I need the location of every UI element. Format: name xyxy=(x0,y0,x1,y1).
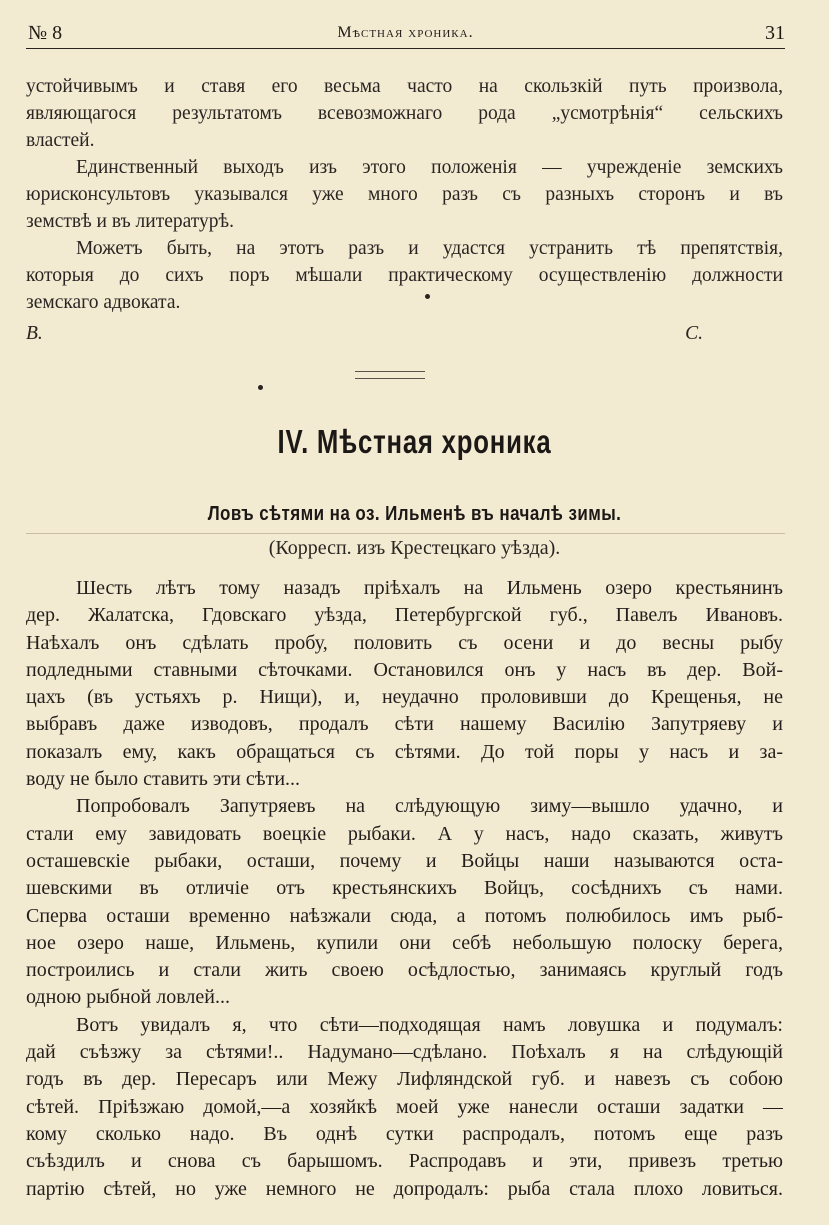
section-divider xyxy=(355,371,425,379)
text-line: цахъ (въ устьяхъ р. Нищи), и, неудачно проловивши до Крещенья, не xyxy=(26,686,783,709)
text-line: юрисконсультовъ указывался уже много разъ съ разныхъ сторонъ и въ xyxy=(26,184,783,205)
text-line: Сперва осташи временно наѣзжали сюда, а потомъ полюбилось имъ рыб- xyxy=(26,904,783,927)
text-line: шевскими въ отличіе отъ крестьянскихъ Войцъ, сосѣднихъ съ нами. xyxy=(26,877,783,900)
text-line: показалъ ему, какъ обращаться съ сѣтями. До той поры у насъ и за- xyxy=(26,740,783,763)
text-line: сѣтей. Пріѣзжаю домой,—а хозяйкѣ моей уже нанесли осташи задатки — xyxy=(26,1095,783,1118)
text-line: осташевскіе рыбаки, осташи, почему и Войцы наши называются оста- xyxy=(26,849,783,872)
issue-number: № 8 xyxy=(28,22,63,44)
text-line: кому сколько надо. Въ однѣ сутки распродалъ, потомъ еще разъ xyxy=(26,1122,783,1145)
running-header xyxy=(26,20,785,49)
text-line: которыя до сихъ поръ мѣшали практическому осуществленію должности xyxy=(26,265,783,286)
running-title: Мѣстная хроника. xyxy=(337,24,474,41)
text-line: ное озеро наше, Ильмень, купили они себѣ небольшую полоску берега, xyxy=(26,931,783,954)
page-number: 31 xyxy=(765,22,785,44)
text-line: одною рыбной ловлей... xyxy=(26,986,230,1009)
print-speck xyxy=(425,294,430,299)
section-title: IV. Мѣстная хроника xyxy=(277,423,552,460)
article-text xyxy=(26,575,783,1203)
print-speck xyxy=(258,385,263,390)
article-title: Ловъ сѣтями на оз. Ильменѣ въ началѣ зимы. xyxy=(207,503,622,525)
text-line: Можетъ быть, на этотъ разъ и удастся устранить тѣ препятствія, xyxy=(76,238,783,259)
intro-text xyxy=(26,73,783,347)
text-line: являющагося результатомъ всевозможнаго рода „усмотрѣнія“ сельскихъ xyxy=(26,103,783,124)
text-line: Попробовалъ Запутряевъ на слѣдующую зиму—вышло удачно, и xyxy=(76,795,783,818)
text-line: дер. Жалатска, Гдовскаго уѣзда, Петербургской губ., Павелъ Ивановъ. xyxy=(26,604,783,627)
text-line: Наѣхалъ онъ сдѣлать пробу, половить съ осени и до весны рыбу xyxy=(26,631,783,654)
text-line: построились и стали жить своею осѣдлостью, занимаясь круглый годъ xyxy=(26,959,783,982)
text-line: стали ему завидовать воецкіе рыбаки. А у насъ, надо сказать, живутъ xyxy=(26,822,783,845)
text-line: устойчивымъ и ставя его весьма часто на скользкій путь произвола, xyxy=(26,76,783,97)
article-rule xyxy=(26,533,785,534)
text-line: выбравъ даже изводовъ, продалъ сѣти нашему Василію Запутряеву и xyxy=(26,713,783,736)
text-line: годъ въ дер. Пересаръ или Межу Лифляндской губ. и навезъ съ собою xyxy=(26,1068,783,1091)
text-line: подледными ставными сѣточками. Остановился онъ у насъ въ дер. Вой- xyxy=(26,658,783,681)
text-line: властей. xyxy=(26,130,95,151)
article-source: (Корресп. изъ Крестецкаго уѣзда). xyxy=(268,537,561,559)
text-line: дай съѣзжу за сѣтями!.. Надумано—сдѣлано. Поѣхалъ я на слѣдующій xyxy=(26,1041,783,1064)
text-line: партію сѣтей, но уже немного не допродалъ: рыба стала плохо ловиться. xyxy=(26,1177,783,1200)
text-line: Вотъ увидалъ я, что сѣти—подходящая намъ ловушка и подумалъ: xyxy=(76,1013,783,1036)
text-line: земствѣ и въ литературѣ. xyxy=(26,211,235,232)
text-line: Шесть лѣтъ тому назадъ пріѣхалъ на Ильмень озеро крестьянинъ xyxy=(76,577,783,599)
text-line: земскаго адвоката. xyxy=(26,292,181,313)
text-line: воду не было ставить эти сѣти... xyxy=(26,768,301,791)
author-signature: В. С. xyxy=(26,323,703,344)
text-line: Единственный выходъ изъ этого положенія — учрежденіе земскихъ xyxy=(76,157,783,178)
text-line: съѣздилъ и снова съ барышомъ. Распродавъ и эти, привезъ третью xyxy=(26,1150,783,1173)
